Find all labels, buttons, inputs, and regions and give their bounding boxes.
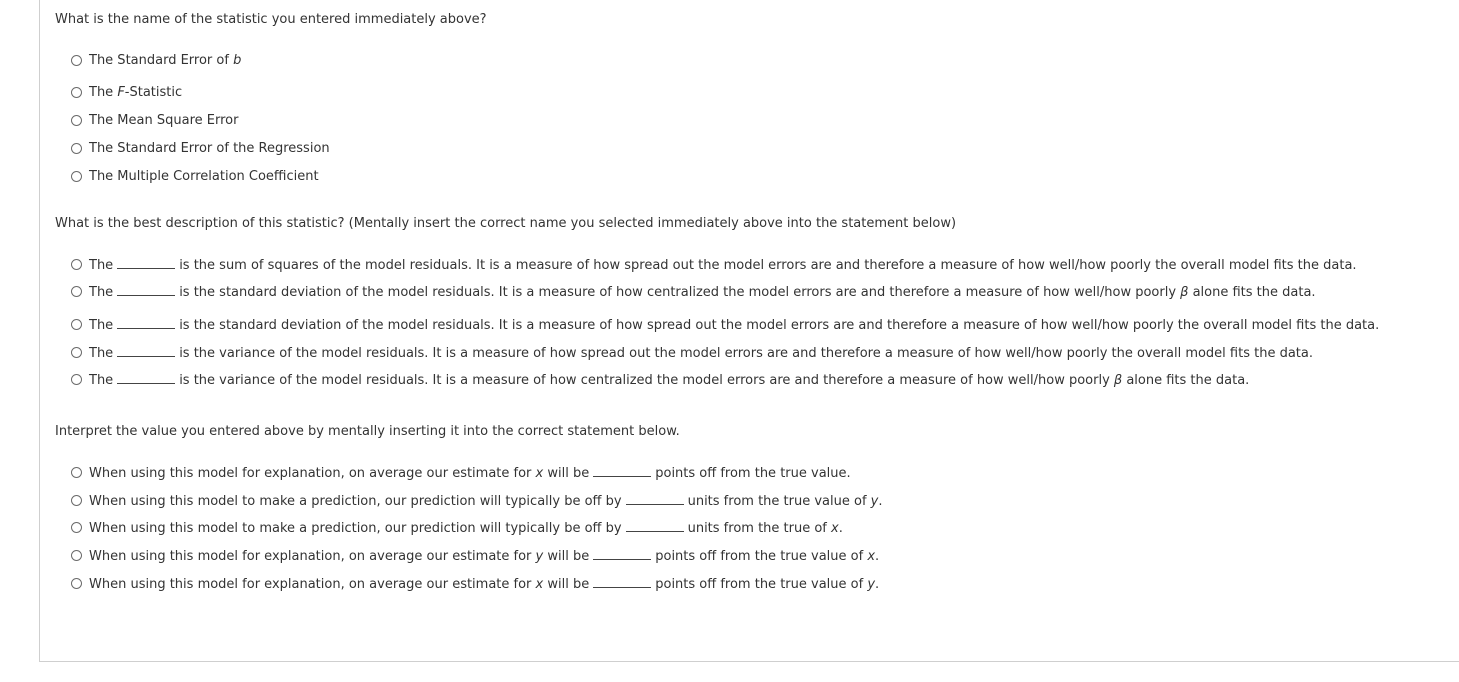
option-label: The F-Statistic [89, 84, 183, 100]
option-label: The is the variance of the model residuals. It is a measure of how centralized the model errors are and therefore a measure of how well/how poorly β alone fits the data. [89, 372, 1250, 388]
q1-option-3[interactable] [71, 111, 238, 129]
blank-line [593, 575, 651, 588]
option-label: When using this model for explanation, on average our estimate for y will be points off from the true value of x. [89, 548, 880, 564]
option-label: The is the sum of squares of the model residuals. It is a measure of how spread out the model errors are and therefore a measure of how well/how poorly the overall model fits the data. [89, 257, 1357, 273]
radio-button[interactable] [71, 578, 82, 589]
radio-button[interactable] [71, 522, 82, 533]
blank-line [117, 256, 175, 269]
blank-line [626, 519, 684, 532]
question-1-text: What is the name of the statistic you entered immediately above? [55, 12, 487, 27]
option-label: The Standard Error of the Regression [89, 140, 330, 156]
blank-line [626, 492, 684, 505]
question-2-text: What is the best description of this statistic? (Mentally insert the correct name you selected immediately above into the statement below) [55, 216, 957, 231]
blank-line [593, 464, 651, 477]
option-label: When using this model for explanation, on average our estimate for x will be points off from the true value of y. [89, 576, 880, 592]
q1-option-2[interactable] [71, 83, 182, 101]
q2-option-4[interactable] [71, 343, 1313, 361]
option-label: The Mean Square Error [89, 112, 239, 128]
option-label: When using this model to make a prediction, our prediction will typically be off by units from the true of x. [89, 520, 843, 536]
blank-line [117, 283, 175, 296]
q3-option-4[interactable] [71, 546, 879, 564]
q2-option-3[interactable] [71, 315, 1379, 333]
radio-button[interactable] [71, 115, 82, 126]
radio-button[interactable] [71, 319, 82, 330]
blank-line [117, 344, 175, 357]
option-label: When using this model for explanation, on average our estimate for x will be points off from the true value. [89, 465, 851, 481]
option-label: The is the standard deviation of the model residuals. It is a measure of how centralized the model errors are and therefore a measure of how well/how poorly β alone fits the data. [89, 284, 1316, 300]
option-label: The is the variance of the model residuals. It is a measure of how spread out the model errors are and therefore a measure of how well/how poorly the overall model fits the data. [89, 345, 1313, 361]
question-panel [39, 0, 1459, 662]
radio-button[interactable] [71, 286, 82, 297]
q3-option-2[interactable] [71, 491, 883, 509]
radio-button[interactable] [71, 347, 82, 358]
option-label: The is the standard deviation of the model residuals. It is a measure of how spread out the model errors are and therefore a measure of how well/how poorly the overall model fits the data. [89, 317, 1380, 333]
radio-button[interactable] [71, 143, 82, 154]
q3-option-1[interactable] [71, 463, 851, 481]
radio-button[interactable] [71, 550, 82, 561]
radio-button[interactable] [71, 87, 82, 98]
q2-option-2[interactable] [71, 282, 1316, 300]
question-3-text: Interpret the value you entered above by mentally inserting it into the correct statement below. [55, 424, 680, 439]
blank-line [117, 316, 175, 329]
option-label: When using this model to make a prediction, our prediction will typically be off by units from the true value of y. [89, 493, 883, 509]
q2-option-1[interactable] [71, 255, 1357, 273]
radio-button[interactable] [71, 467, 82, 478]
option-label: The Multiple Correlation Coefficient [89, 168, 319, 184]
radio-button[interactable] [71, 55, 82, 66]
q2-option-5[interactable] [71, 370, 1249, 388]
q3-option-3[interactable] [71, 518, 843, 536]
blank-line [117, 371, 175, 384]
q1-option-4[interactable] [71, 139, 330, 157]
blank-line [593, 547, 651, 560]
q1-option-5[interactable] [71, 167, 319, 185]
q3-option-5[interactable] [71, 574, 879, 592]
q1-option-1[interactable] [71, 51, 241, 69]
radio-button[interactable] [71, 374, 82, 385]
option-label: The Standard Error of b [89, 52, 242, 68]
radio-button[interactable] [71, 495, 82, 506]
radio-button[interactable] [71, 259, 82, 270]
radio-button[interactable] [71, 171, 82, 182]
